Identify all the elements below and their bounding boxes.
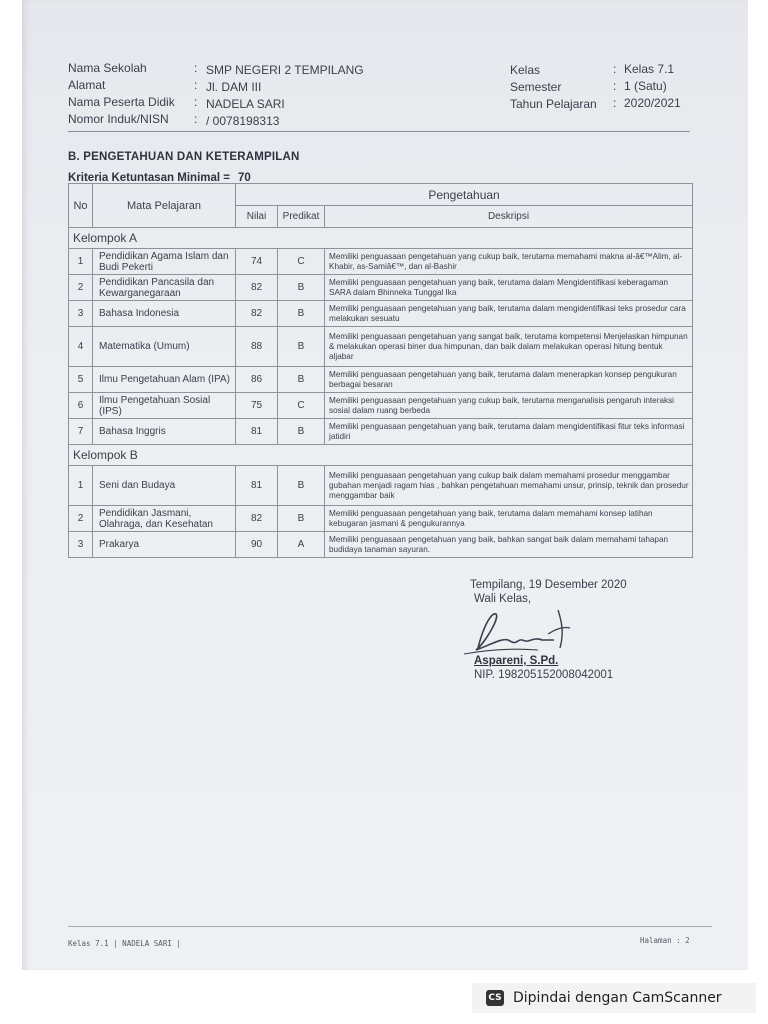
- group-row: [69, 445, 693, 466]
- cell-mapel: Prakarya: [93, 532, 236, 558]
- section-title: B. PENGETAHUAN DAN KETERAMPILAN: [68, 151, 300, 163]
- value-nama-peserta: NADELA SARI: [206, 97, 285, 111]
- table-row: [69, 367, 693, 393]
- cell-nilai: 81: [236, 466, 278, 506]
- cell-no: 4: [69, 327, 93, 367]
- label-alamat: Alamat: [68, 78, 106, 92]
- col-header-predikat: Predikat: [278, 206, 325, 228]
- label-tahun: Tahun Pelajaran: [510, 97, 597, 111]
- cell-no: 2: [69, 275, 93, 301]
- header-labels-left: [68, 60, 175, 128]
- group-name: Kelompok B: [69, 445, 693, 466]
- label-nisn: Nomor Induk/NISN: [68, 112, 169, 126]
- label-nama-peserta: Nama Peserta Didik: [68, 95, 175, 109]
- col-header-mapel: Mata Pelajaran: [93, 184, 236, 228]
- col-header-no: No: [69, 184, 93, 228]
- kkm-label: Kriteria Ketuntasan Minimal =: [68, 172, 230, 184]
- cell-mapel: Ilmu Pengetahuan Sosial (IPS): [93, 393, 236, 419]
- cell-predikat: B: [278, 275, 325, 301]
- signature-place-date: Tempilang, 19 Desember 2020: [470, 579, 627, 591]
- cell-mapel: Bahasa Indonesia: [93, 301, 236, 327]
- table-row: [69, 393, 693, 419]
- table-row: [69, 275, 693, 301]
- cell-nilai: 82: [236, 301, 278, 327]
- value-kelas: Kelas 7.1: [624, 62, 675, 76]
- cell-nilai: 88: [236, 327, 278, 367]
- table-row: [69, 249, 693, 275]
- footer-divider: [68, 926, 712, 927]
- label-semester: Semester: [510, 80, 562, 94]
- col-header-pengetahuan: Pengetahuan: [236, 184, 693, 206]
- cell-predikat: B: [278, 506, 325, 532]
- col-header-nilai: Nilai: [236, 206, 278, 228]
- kkm-value: 70: [238, 172, 251, 184]
- value-nama-sekolah: SMP NEGERI 2 TEMPILANG: [206, 63, 364, 77]
- cell-deskripsi: Memiliki penguasaan pengetahuan yang cukup baik, terutama memahami makna al-â€™Alim, al-Khabir, as-Samiâ€™, dan al-Bashir: [325, 249, 693, 275]
- label-kelas: Kelas: [510, 63, 541, 77]
- table-row: [69, 419, 693, 445]
- cell-no: 6: [69, 393, 93, 419]
- cell-nilai: 74: [236, 249, 278, 275]
- signature-nip: NIP. 198205152008042001: [474, 669, 614, 681]
- cell-deskripsi: Memiliki penguasaan pengetahuan yang cukup baik dalam memahami prosedur menggambar gubahan menjadi ragam hias , bahkan pengetahuan memahami unsur, prinsip, teknik dan prosedur menggambar baik: [325, 466, 693, 506]
- cell-predikat: C: [278, 393, 325, 419]
- value-semester: 1 (Satu): [624, 79, 667, 93]
- cell-nilai: 82: [236, 275, 278, 301]
- cell-mapel: Ilmu Pengetahuan Alam (IPA): [93, 367, 236, 393]
- cell-deskripsi: Memiliki penguasaan pengetahuan yang sangat baik, terutama kompetensi Menjelaskan himpunan & melakukan operasi biner dua himpunan, dan baik dalam melakukan operasi hitung bentuk aljabar: [325, 327, 693, 367]
- cell-predikat: A: [278, 532, 325, 558]
- signature-block: [470, 578, 627, 606]
- cell-deskripsi: Memiliki penguasaan pengetahuan yang baik, terutama dalam mengidentifikasi teks prosedur cara melakukan sesuatu: [325, 301, 693, 327]
- cell-no: 5: [69, 367, 93, 393]
- cell-no: 7: [69, 419, 93, 445]
- value-alamat: Jl. DAM III: [206, 80, 262, 94]
- cell-nilai: 75: [236, 393, 278, 419]
- cell-predikat: B: [278, 327, 325, 367]
- camscanner-text: Dipindai dengan CamScanner: [513, 990, 722, 1006]
- col-header-deskripsi: Deskripsi: [325, 206, 693, 228]
- footer-left: Kelas 7.1 | NADELA SARI |: [68, 939, 181, 948]
- grades-table: [68, 183, 693, 558]
- header-divider: [68, 131, 690, 132]
- signature-role: Wali Kelas,: [474, 593, 532, 605]
- cell-predikat: B: [278, 466, 325, 506]
- camscanner-watermark: [472, 983, 756, 1013]
- cell-no: 2: [69, 506, 93, 532]
- group-name: Kelompok A: [69, 228, 693, 249]
- cell-predikat: C: [278, 249, 325, 275]
- cell-mapel: Pendidikan Pancasila dan Kewarganegaraan: [93, 275, 236, 301]
- cell-no: 1: [69, 249, 93, 275]
- cell-mapel: Pendidikan Jasmani, Olahraga, dan Kesehatan: [93, 506, 236, 532]
- cell-mapel: Matematika (Umum): [93, 327, 236, 367]
- cell-mapel: Pendidikan Agama Islam dan Budi Pekerti: [93, 249, 236, 275]
- cell-predikat: B: [278, 301, 325, 327]
- cell-deskripsi: Memiliki penguasaan pengetahuan yang cukup baik, terutama menganalisis pengaruh interaksi sosial dalam ruang berbeda: [325, 393, 693, 419]
- header-colons-right: : : :: [613, 62, 617, 110]
- cell-nilai: 86: [236, 367, 278, 393]
- header-values-left: SMP NEGERI 2 TEMPILANG Jl. DAM III NADELA SARI / 0078198313: [206, 63, 364, 128]
- table-row: [69, 301, 693, 327]
- value-tahun: 2020/2021: [624, 96, 681, 110]
- value-nisn: 0078198313: [212, 114, 280, 128]
- cell-nilai: 90: [236, 532, 278, 558]
- cell-nilai: 81: [236, 419, 278, 445]
- table-row: [69, 327, 693, 367]
- cell-deskripsi: Memiliki penguasaan pengetahuan yang baik, bahkan sangat baik dalam memahami tahapan budidaya tanaman sayuran.: [325, 532, 693, 558]
- signature-name: Aspareni, S.Pd.: [474, 655, 559, 667]
- cell-predikat: B: [278, 367, 325, 393]
- cell-deskripsi: Memiliki penguasaan pengetahuan yang baik, terutama dalam menerapkan konsep pengukuran berbagai besaran: [325, 367, 693, 393]
- header-labels-right: [510, 62, 597, 113]
- camscanner-logo-icon: CS: [486, 990, 504, 1006]
- header-values-right: [624, 61, 681, 112]
- cell-mapel: Bahasa Inggris: [93, 419, 236, 445]
- cell-predikat: B: [278, 419, 325, 445]
- header-colons-left: : : : :: [194, 61, 198, 126]
- group-row: [69, 228, 693, 249]
- handwritten-signature: [462, 604, 582, 660]
- table-row: [69, 532, 693, 558]
- cell-mapel: Seni dan Budaya: [93, 466, 236, 506]
- cell-deskripsi: Memiliki penguasaan pengetahuan yang baik, terutama dalam Mengidentifikasi keberagaman SARA dalam Bhinneka Tunggal Ika: [325, 275, 693, 301]
- cell-no: 3: [69, 532, 93, 558]
- footer-page: Halaman : 2: [640, 936, 690, 945]
- cell-no: 3: [69, 301, 93, 327]
- cell-no: 1: [69, 466, 93, 506]
- table-row: [69, 466, 693, 506]
- cell-deskripsi: Memiliki penguasaan pengetahuan yang baik, terutama dalam mengidentifikasi fitur teks informasi jatidiri: [325, 419, 693, 445]
- table-row: [69, 506, 693, 532]
- cell-deskripsi: Memiliki penguasaan pengetahuan yang baik, terutama dalam memahami konsep latihan kebugaran jasmani & pengukurannya: [325, 506, 693, 532]
- cell-nilai: 82: [236, 506, 278, 532]
- label-nama-sekolah: Nama Sekolah: [68, 61, 147, 75]
